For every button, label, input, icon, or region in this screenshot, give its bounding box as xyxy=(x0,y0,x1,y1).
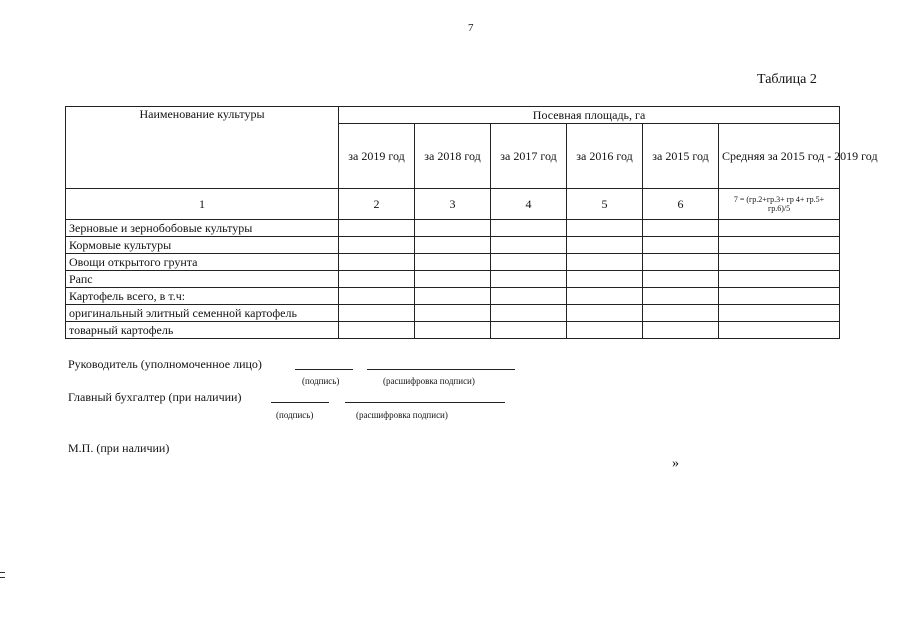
value-cell[interactable] xyxy=(491,237,567,254)
value-cell[interactable] xyxy=(339,237,415,254)
value-cell[interactable] xyxy=(491,322,567,339)
value-cell[interactable] xyxy=(643,220,719,237)
table-row xyxy=(66,271,840,288)
crop-name-cell: оригинальный элитный семенной картофель xyxy=(66,305,339,322)
average-cell[interactable] xyxy=(719,271,840,288)
year-header-2016: за 2016 год xyxy=(567,124,643,189)
crop-name-cell: Овощи открытого грунта xyxy=(66,254,339,271)
head-signature-line[interactable] xyxy=(295,369,353,370)
sown-area-header: Посевная площадь, га xyxy=(339,107,840,124)
value-cell[interactable] xyxy=(491,220,567,237)
accountant-signature-line[interactable] xyxy=(271,402,329,403)
value-cell[interactable] xyxy=(567,322,643,339)
closing-quote: » xyxy=(672,456,679,471)
crop-name-cell: Зерновые и зернобобовые культуры xyxy=(66,220,339,237)
value-cell[interactable] xyxy=(643,254,719,271)
value-cell[interactable] xyxy=(339,254,415,271)
year-header-2019: за 2019 год xyxy=(339,124,415,189)
crop-name-cell: Кормовые культуры xyxy=(66,237,339,254)
column-number: 1 xyxy=(66,189,339,220)
value-cell[interactable] xyxy=(567,254,643,271)
value-cell[interactable] xyxy=(643,322,719,339)
table-row xyxy=(66,254,840,271)
table-title: Таблица 2 xyxy=(757,72,817,87)
crop-name-cell: товарный картофель xyxy=(66,322,339,339)
value-cell[interactable] xyxy=(415,288,491,305)
value-cell[interactable] xyxy=(339,288,415,305)
crop-name-header: Наименование культуры xyxy=(66,107,339,189)
value-cell[interactable] xyxy=(491,305,567,322)
column-number: 3 xyxy=(415,189,491,220)
value-cell[interactable] xyxy=(339,305,415,322)
value-cell[interactable] xyxy=(491,254,567,271)
table-row xyxy=(66,288,840,305)
value-cell[interactable] xyxy=(491,271,567,288)
accountant-signature-caption: (подпись) xyxy=(276,410,314,420)
value-cell[interactable] xyxy=(643,305,719,322)
value-cell[interactable] xyxy=(491,288,567,305)
crop-name-cell: Рапс xyxy=(66,271,339,288)
column-number: 5 xyxy=(567,189,643,220)
average-cell[interactable] xyxy=(719,288,840,305)
value-cell[interactable] xyxy=(567,271,643,288)
average-cell[interactable] xyxy=(719,322,840,339)
value-cell[interactable] xyxy=(567,220,643,237)
value-cell[interactable] xyxy=(415,237,491,254)
head-decoding-caption: (расшифровка подписи) xyxy=(383,376,475,386)
value-cell[interactable] xyxy=(339,220,415,237)
value-cell[interactable] xyxy=(567,237,643,254)
column-number: 6 xyxy=(643,189,719,220)
head-signature-caption: (подпись) xyxy=(302,376,340,386)
average-header: Средняя за 2015 год - 2019 год xyxy=(719,124,840,189)
page-number: 7 xyxy=(468,22,474,34)
value-cell[interactable] xyxy=(643,271,719,288)
table-row xyxy=(66,237,840,254)
year-header-2018: за 2018 год xyxy=(415,124,491,189)
average-cell[interactable] xyxy=(719,237,840,254)
margin-mark xyxy=(0,577,5,578)
value-cell[interactable] xyxy=(567,305,643,322)
average-cell[interactable] xyxy=(719,305,840,322)
value-cell[interactable] xyxy=(567,288,643,305)
table-row xyxy=(66,305,840,322)
margin-mark xyxy=(0,572,5,573)
head-decoding-line[interactable] xyxy=(367,369,515,370)
accountant-signature-label: Главный бухгалтер (при наличии) xyxy=(68,390,242,404)
value-cell[interactable] xyxy=(415,254,491,271)
column-number-formula: 7 = (гр.2+гр.3+ гр 4+ гр.5+ гр.6)/5 xyxy=(719,189,840,220)
year-header-2017: за 2017 год xyxy=(491,124,567,189)
table-row xyxy=(66,220,840,237)
value-cell[interactable] xyxy=(415,322,491,339)
value-cell[interactable] xyxy=(415,220,491,237)
value-cell[interactable] xyxy=(643,237,719,254)
head-signature-label: Руководитель (уполномоченное лицо) xyxy=(68,357,262,371)
value-cell[interactable] xyxy=(415,305,491,322)
value-cell[interactable] xyxy=(339,322,415,339)
crop-area-table xyxy=(65,106,878,339)
value-cell[interactable] xyxy=(415,271,491,288)
column-number: 2 xyxy=(339,189,415,220)
average-cell[interactable] xyxy=(719,254,840,271)
column-number: 4 xyxy=(491,189,567,220)
average-cell[interactable] xyxy=(719,220,840,237)
value-cell[interactable] xyxy=(339,271,415,288)
accountant-decoding-line[interactable] xyxy=(345,402,505,403)
crop-name-cell: Картофель всего, в т.ч: xyxy=(66,288,339,305)
value-cell[interactable] xyxy=(643,288,719,305)
table-row xyxy=(66,322,840,339)
seal-label: М.П. (при наличии) xyxy=(68,441,170,455)
year-header-2015: за 2015 год xyxy=(643,124,719,189)
accountant-decoding-caption: (расшифровка подписи) xyxy=(356,410,448,420)
